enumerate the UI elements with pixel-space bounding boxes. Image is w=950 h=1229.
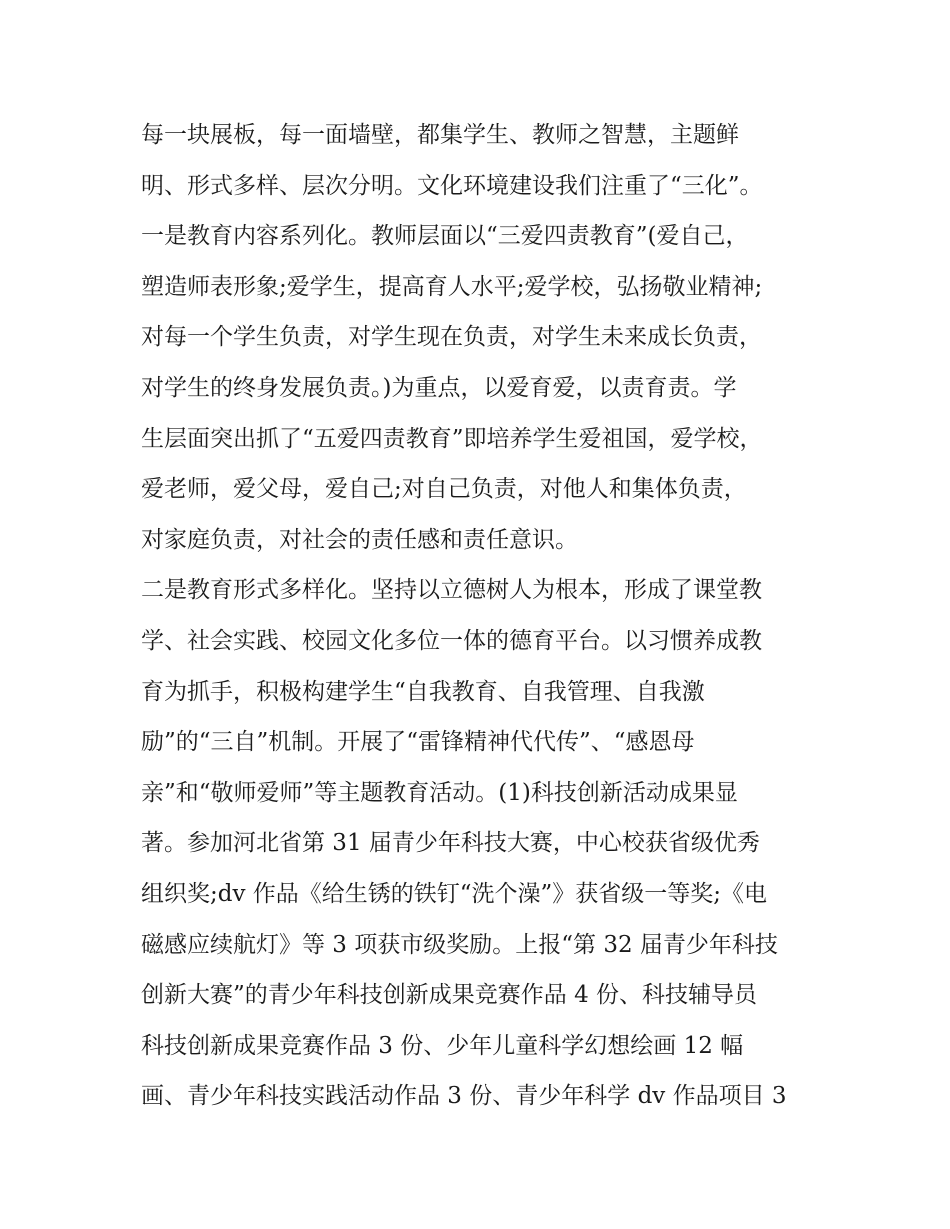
text-line: 生层面突出抓了“五爱四责教育”即培养学生爱祖国，爱学校，: [141, 425, 763, 452]
text-line: 塑造师表形象;爱学生，提高育人水平;爱学校，弘扬敬业精神;: [141, 273, 763, 300]
text-line: 亲”和“敬师爱师”等主题教育活动。(1)科技创新活动成果显: [141, 779, 738, 806]
text-line: 画、青少年科技实践活动作品 3 份、青少年科学 dv 作品项目 3: [141, 1083, 787, 1110]
text-line: 一是教育内容系列化。教师层面以“三爱四责教育”(爱自己，: [141, 223, 749, 250]
text-line: 二是教育形式多样化。坚持以立德树人为根本，形成了课堂教: [141, 577, 762, 604]
text-line: 育为抓手，积极构建学生“自我教育、自我管理、自我激: [141, 678, 705, 705]
text-line: 明、形式多样、层次分明。文化环境建设我们注重了“三化”。: [141, 172, 763, 199]
text-line: 学、社会实践、校园文化多位一体的德育平台。以习惯养成教: [141, 627, 762, 654]
text-line: 对学生的终身发展负责。)为重点，以爱育爱，以责育责。学: [141, 374, 737, 401]
text-line: 科技创新成果竞赛作品 3 份、少年儿童科学幻想绘画 12 幅: [141, 1032, 744, 1059]
text-line: 励”的“三自”机制。开展了“雷锋精神代代传”、“感恩母: [141, 729, 695, 756]
text-line: 每一块展板，每一面墙壁，都集学生、教师之智慧，主题鲜: [141, 122, 739, 148]
text-line: 创新大赛”的青少年科技创新成果竞赛作品 4 份、科技辅导员: [141, 982, 758, 1009]
text-line: 爱老师，爱父母，爱自己;对自己负责，对他人和集体负责，: [141, 476, 747, 503]
text-line: 磁感应续航灯》等 3 项获市级奖励。上报“第 32 届青少年科技: [141, 931, 778, 958]
text-line: 对家庭负责，对社会的责任感和责任意识。: [141, 526, 578, 553]
text-line: 组织奖;dv 作品《给生锈的铁钉“洗个澡”》获省级一等奖;《电: [141, 880, 768, 907]
text-line: 著。参加河北省第 31 届青少年科技大赛，中心校获省级优秀: [141, 830, 760, 857]
text-line: 对每一个学生负责，对学生现在负责，对学生未来成长负责，: [141, 324, 762, 351]
body-text: [141, 110, 821, 1122]
